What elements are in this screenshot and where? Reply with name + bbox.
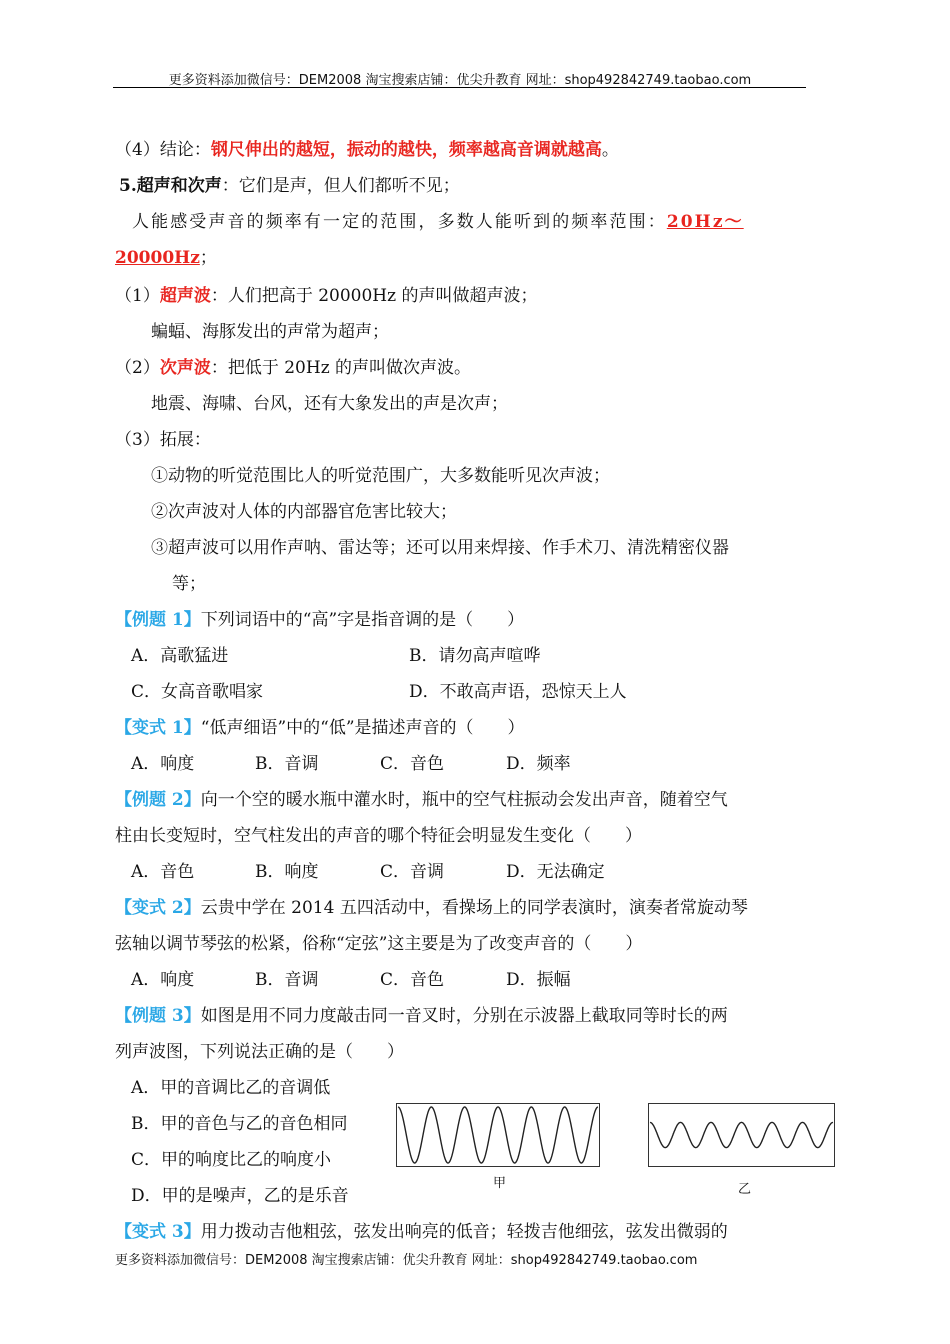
question-1-text: 下列词语中的“高”字是指音调的是（ ） [200, 610, 525, 630]
v1-option-b[interactable]: B．音调 [255, 754, 319, 774]
expand-item-3: ③超声波可以用作声呐、雷达等；还可以用来焊接、作手术刀、清洗精密仪器 [151, 538, 729, 558]
range-line [132, 207, 744, 232]
variant-2-text-cont: 弦轴以调节琴弦的松紧，俗称“定弦”这主要是为了改变声音的（ ） [115, 934, 643, 954]
question-1-tag: 【例题 1】 [115, 610, 201, 630]
q3-option-c[interactable]: C．甲的响度比乙的响度小 [131, 1150, 332, 1170]
infrasound-num: （2） [115, 358, 160, 378]
infrasound-def [115, 353, 471, 378]
conclusion-text: 钢尺伸出的越短，振动的越快，频率越高音调就越高 [210, 140, 602, 160]
waveform-jia-frame [397, 1104, 600, 1167]
question-3 [115, 1001, 728, 1026]
waveform-jia [396, 1103, 600, 1167]
variant-1-tag: 【变式 1】 [115, 718, 201, 738]
q1-option-b[interactable]: B．请勿高声喧哗 [409, 646, 541, 666]
conclusion-line [115, 135, 619, 160]
q2-option-a[interactable]: A．音色 [131, 862, 195, 882]
question-2-text: 向一个空的暖水瓶中灌水时，瓶中的空气柱振动会发出声音，随着空气 [200, 790, 728, 810]
ultrasound-example: 蝙蝠、海豚发出的声常为超声； [151, 322, 389, 342]
waveform-yi-curve [650, 1122, 833, 1147]
ultrasound-text: ：人们把高于 20000Hz 的声叫做超声波； [210, 286, 538, 306]
q1-option-a[interactable]: A．高歌猛进 [131, 646, 229, 666]
expand-title: （3）拓展： [115, 430, 211, 450]
q3-option-d[interactable]: D．甲的是噪声，乙的是乐音 [131, 1186, 349, 1206]
expand-item-3-cont: 等； [172, 574, 206, 594]
ultrasound-term: 超声波 [159, 286, 211, 306]
q3-option-b[interactable]: B．甲的音色与乙的音色相同 [131, 1114, 348, 1134]
v2-option-b[interactable]: B．音调 [255, 970, 319, 990]
infrasound-term: 次声波 [159, 358, 211, 378]
q2-option-c[interactable]: C．音调 [380, 862, 445, 882]
infrasound-text: ：把低于 20Hz 的声叫做次声波。 [210, 358, 472, 378]
variant-3-text: 用力拨动吉他粗弦，弦发出响亮的低音；轻拨吉他细弦，弦发出微弱的 [200, 1222, 728, 1242]
section5-title: 5.超声和次声 [119, 176, 222, 196]
question-2-tag: 【例题 2】 [115, 790, 201, 810]
q2-option-d[interactable]: D．无法确定 [506, 862, 605, 882]
range-line-2 [115, 243, 217, 268]
conclusion-prefix: （4）结论： [115, 140, 211, 160]
section5-heading [119, 171, 460, 196]
v1-option-c[interactable]: C．音色 [380, 754, 445, 774]
v1-option-d[interactable]: D．频率 [506, 754, 571, 774]
conclusion-end: 。 [601, 140, 619, 160]
section5-rest: ：它们是声，但人们都听不见； [221, 176, 460, 196]
waveform-yi [648, 1103, 835, 1167]
v2-option-d[interactable]: D．振幅 [506, 970, 571, 990]
question-1 [115, 605, 524, 630]
range-value-high: 20000Hz [115, 248, 200, 268]
question-3-tag: 【例题 3】 [115, 1006, 201, 1026]
q3-option-a[interactable]: A．甲的音调比乙的音调低 [131, 1078, 331, 1098]
expand-item-2: ②次声波对人体的内部器官危害比较大； [151, 502, 457, 522]
range-end: ； [199, 248, 217, 268]
q1-option-c[interactable]: C．女高音歌唱家 [131, 682, 264, 702]
question-2 [115, 785, 728, 810]
variant-2-tag: 【变式 2】 [115, 898, 201, 918]
variant-2-text: 云贵中学在 2014 五四活动中，看操场上的同学表演时，演奏者常旋动琴 [200, 898, 748, 918]
waveform-yi-frame [649, 1104, 835, 1167]
v2-option-c[interactable]: C．音色 [380, 970, 445, 990]
variant-2 [115, 893, 748, 918]
q2-option-b[interactable]: B．响度 [255, 862, 319, 882]
expand-item-1: ①动物的听觉范围比人的听觉范围广，大多数能听见次声波； [151, 466, 610, 486]
waveform-jia-curve [398, 1107, 598, 1163]
variant-3 [115, 1217, 728, 1242]
variant-3-tag: 【变式 3】 [115, 1222, 201, 1242]
waveform-jia-caption: 甲 [493, 1176, 507, 1191]
range-value-low: 20Hz～ [666, 212, 744, 232]
ultrasound-num: （1） [115, 286, 160, 306]
infrasound-example: 地震、海啸、台风，还有大象发出的声是次声； [151, 394, 508, 414]
variant-1-text: “低声细语”中的“低”是描述声音的（ ） [200, 718, 525, 738]
ultrasound-def [115, 281, 538, 306]
page-footer: 更多资料添加微信号：DEM2008 淘宝搜索店铺：优尖升教育 网址：shop492842749.taobao.com [115, 1253, 698, 1268]
header-divider [113, 87, 806, 88]
q1-option-d[interactable]: D．不敢高声语，恐惊天上人 [409, 682, 627, 702]
question-3-text-cont: 列声波图，下列说法正确的是（ ） [115, 1042, 404, 1062]
v1-option-a[interactable]: A．响度 [131, 754, 195, 774]
question-3-text: 如图是用不同力度敲击同一音叉时，分别在示波器上截取同等时长的两 [200, 1006, 728, 1026]
variant-1 [115, 713, 525, 738]
page-header: 更多资料添加微信号：DEM2008 淘宝搜索店铺：优尖升教育 网址：shop492842749.taobao.com [168, 73, 752, 88]
waveform-yi-caption: 乙 [738, 1182, 752, 1197]
question-2-text-cont: 柱由长变短时，空气柱发出的声音的哪个特征会明显发生变化（ ） [115, 826, 642, 846]
v2-option-a[interactable]: A．响度 [131, 970, 195, 990]
range-text: 人能感受声音的频率有一定的范围，多数人能听到的频率范围： [132, 212, 667, 232]
